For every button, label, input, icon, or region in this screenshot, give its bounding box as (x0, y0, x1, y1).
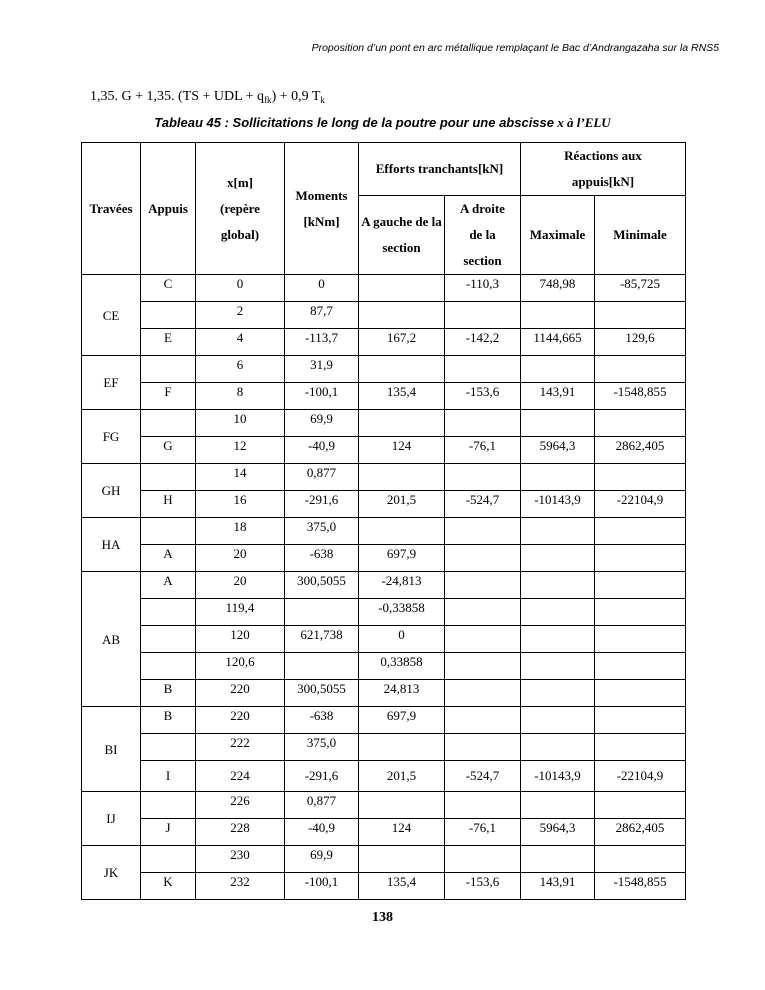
table-caption (0, 115, 765, 131)
cell-travee: IJ (82, 792, 141, 846)
cell-appui: I (141, 761, 196, 792)
table-header (82, 143, 686, 275)
cell-droite (445, 734, 521, 761)
cell-droite (445, 707, 521, 734)
cell-moment: 375,0 (285, 734, 359, 761)
cell-maximale: -10143,9 (521, 761, 595, 792)
table-row (82, 329, 686, 356)
cell-appui: B (141, 680, 196, 707)
cell-appui: B (141, 707, 196, 734)
table-row (82, 873, 686, 900)
table-row (82, 734, 686, 761)
cell-moment: 31,9 (285, 356, 359, 383)
cell-maximale: 143,91 (521, 873, 595, 900)
cell-minimale (595, 734, 686, 761)
table-row (82, 545, 686, 572)
cell-droite (445, 545, 521, 572)
cell-gauche (359, 792, 445, 819)
cell-x: 228 (196, 819, 285, 846)
header-x: x[m] (repère global) (196, 143, 285, 275)
cell-travee: CE (82, 275, 141, 356)
cell-moment: -291,6 (285, 761, 359, 792)
table-row (82, 572, 686, 599)
header-travees: Travées (82, 143, 141, 275)
cell-droite (445, 410, 521, 437)
running-header: Proposition d’un pont en arc métallique remplaçant le Bac d’Andrangazaha sur la RNS5 (311, 42, 719, 54)
cell-gauche (359, 464, 445, 491)
table-row (82, 302, 686, 329)
cell-appui: C (141, 275, 196, 302)
cell-minimale: -1548,855 (595, 383, 686, 410)
cell-minimale (595, 302, 686, 329)
cell-maximale (521, 464, 595, 491)
cell-minimale: 129,6 (595, 329, 686, 356)
table-caption-main: Tableau 45 : Sollicitations le long de la poutre pour une abscisse (154, 115, 554, 130)
cell-gauche: 124 (359, 819, 445, 846)
table-row (82, 599, 686, 626)
cell-appui (141, 653, 196, 680)
cell-minimale (595, 464, 686, 491)
cell-minimale: -22104,9 (595, 491, 686, 518)
cell-moment: -40,9 (285, 819, 359, 846)
cell-moment: -638 (285, 545, 359, 572)
cell-x: 224 (196, 761, 285, 792)
cell-travee: JK (82, 846, 141, 900)
cell-droite (445, 680, 521, 707)
table-row (82, 464, 686, 491)
formula-part-2: ) + 0,9 T (271, 89, 321, 104)
cell-minimale (595, 626, 686, 653)
cell-appui (141, 626, 196, 653)
cell-moment: 69,9 (285, 846, 359, 873)
cell-droite (445, 599, 521, 626)
cell-gauche: 135,4 (359, 873, 445, 900)
cell-appui (141, 846, 196, 873)
table-row (82, 819, 686, 846)
cell-minimale: -85,725 (595, 275, 686, 302)
cell-gauche (359, 356, 445, 383)
cell-maximale: -10143,9 (521, 491, 595, 518)
header-reactions: Réactions aux appuis[kN] (521, 143, 686, 196)
cell-gauche: -0,33858 (359, 599, 445, 626)
cell-minimale (595, 356, 686, 383)
cell-droite: -76,1 (445, 819, 521, 846)
header-minimale: Minimale (595, 196, 686, 275)
cell-droite (445, 626, 521, 653)
cell-minimale (595, 707, 686, 734)
cell-maximale (521, 653, 595, 680)
cell-moment: -100,1 (285, 873, 359, 900)
cell-droite: -142,2 (445, 329, 521, 356)
cell-appui: E (141, 329, 196, 356)
cell-gauche: 0 (359, 626, 445, 653)
cell-x: 2 (196, 302, 285, 329)
cell-x: 220 (196, 680, 285, 707)
cell-appui: J (141, 819, 196, 846)
cell-maximale (521, 707, 595, 734)
cell-gauche (359, 846, 445, 873)
cell-maximale: 5964,3 (521, 819, 595, 846)
cell-x: 4 (196, 329, 285, 356)
cell-moment: 69,9 (285, 410, 359, 437)
cell-droite: -524,7 (445, 491, 521, 518)
header-droite: A droite de la section (445, 196, 521, 275)
cell-appui (141, 464, 196, 491)
table-row (82, 707, 686, 734)
table-body (82, 275, 686, 900)
cell-appui (141, 410, 196, 437)
cell-maximale (521, 545, 595, 572)
cell-x: 14 (196, 464, 285, 491)
cell-x: 119,4 (196, 599, 285, 626)
cell-x: 230 (196, 846, 285, 873)
cell-moment: 621,738 (285, 626, 359, 653)
table-row (82, 846, 686, 873)
cell-x: 10 (196, 410, 285, 437)
cell-gauche: 124 (359, 437, 445, 464)
cell-x: 16 (196, 491, 285, 518)
cell-minimale (595, 518, 686, 545)
cell-appui: A (141, 572, 196, 599)
cell-maximale (521, 792, 595, 819)
cell-minimale (595, 680, 686, 707)
cell-appui (141, 356, 196, 383)
cell-maximale (521, 599, 595, 626)
cell-appui: A (141, 545, 196, 572)
cell-travee: GH (82, 464, 141, 518)
header-maximale: Maximale (521, 196, 595, 275)
cell-appui: F (141, 383, 196, 410)
cell-x: 12 (196, 437, 285, 464)
table-caption-tail: x à l’ELU (554, 115, 611, 130)
cell-gauche (359, 302, 445, 329)
cell-travee: HA (82, 518, 141, 572)
cell-x: 20 (196, 545, 285, 572)
cell-appui (141, 734, 196, 761)
cell-moment: 375,0 (285, 518, 359, 545)
cell-travee: EF (82, 356, 141, 410)
cell-x: 8 (196, 383, 285, 410)
cell-minimale (595, 410, 686, 437)
cell-maximale: 748,98 (521, 275, 595, 302)
cell-appui: H (141, 491, 196, 518)
cell-droite (445, 846, 521, 873)
cell-droite: -76,1 (445, 437, 521, 464)
header-appuis: Appuis (141, 143, 196, 275)
table-row (82, 275, 686, 302)
cell-droite: -153,6 (445, 383, 521, 410)
cell-x: 232 (196, 873, 285, 900)
cell-moment: 87,7 (285, 302, 359, 329)
cell-maximale (521, 518, 595, 545)
cell-moment (285, 599, 359, 626)
header-gauche: A gauche de la section (359, 196, 445, 275)
cell-maximale: 5964,3 (521, 437, 595, 464)
cell-minimale (595, 599, 686, 626)
table-row (82, 626, 686, 653)
page-number: 138 (372, 910, 393, 925)
cell-x: 6 (196, 356, 285, 383)
cell-maximale (521, 356, 595, 383)
cell-gauche: 0,33858 (359, 653, 445, 680)
table-row (82, 680, 686, 707)
load-combination-formula (90, 89, 325, 105)
cell-moment (285, 653, 359, 680)
cell-moment: 0,877 (285, 464, 359, 491)
cell-x: 226 (196, 792, 285, 819)
cell-appui (141, 599, 196, 626)
cell-moment: -100,1 (285, 383, 359, 410)
cell-minimale (595, 545, 686, 572)
cell-minimale: -22104,9 (595, 761, 686, 792)
cell-maximale (521, 846, 595, 873)
cell-gauche: 697,9 (359, 545, 445, 572)
cell-moment: 300,5055 (285, 572, 359, 599)
cell-minimale: 2862,405 (595, 437, 686, 464)
cell-droite: -110,3 (445, 275, 521, 302)
cell-appui (141, 792, 196, 819)
cell-appui (141, 518, 196, 545)
cell-minimale (595, 572, 686, 599)
cell-gauche: 201,5 (359, 761, 445, 792)
header-moments: Moments [kNm] (285, 143, 359, 275)
cell-x: 0 (196, 275, 285, 302)
cell-droite (445, 572, 521, 599)
cell-travee: AB (82, 572, 141, 707)
cell-gauche: -24,813 (359, 572, 445, 599)
cell-travee: FG (82, 410, 141, 464)
cell-droite (445, 464, 521, 491)
cell-maximale (521, 410, 595, 437)
cell-droite (445, 653, 521, 680)
formula-subscript-2: k (320, 95, 325, 105)
cell-moment: -291,6 (285, 491, 359, 518)
cell-x: 18 (196, 518, 285, 545)
cell-appui: K (141, 873, 196, 900)
cell-gauche: 201,5 (359, 491, 445, 518)
cell-minimale: -1548,855 (595, 873, 686, 900)
cell-maximale (521, 734, 595, 761)
cell-x: 222 (196, 734, 285, 761)
cell-maximale (521, 680, 595, 707)
cell-gauche (359, 410, 445, 437)
cell-droite (445, 518, 521, 545)
table-row (82, 792, 686, 819)
table-row (82, 491, 686, 518)
cell-maximale (521, 302, 595, 329)
table-row (82, 437, 686, 464)
cell-maximale (521, 572, 595, 599)
cell-moment: 300,5055 (285, 680, 359, 707)
cell-x: 20 (196, 572, 285, 599)
cell-gauche (359, 734, 445, 761)
cell-gauche (359, 275, 445, 302)
table-row (82, 653, 686, 680)
cell-minimale (595, 792, 686, 819)
cell-minimale (595, 846, 686, 873)
cell-droite (445, 302, 521, 329)
table-row (82, 518, 686, 545)
table-row (82, 383, 686, 410)
cell-minimale (595, 653, 686, 680)
cell-droite: -524,7 (445, 761, 521, 792)
cell-moment: -113,7 (285, 329, 359, 356)
header-efforts-tranchants: Efforts tranchants[kN] (359, 143, 521, 196)
cell-maximale: 1144,665 (521, 329, 595, 356)
cell-moment: -40,9 (285, 437, 359, 464)
table-row (82, 356, 686, 383)
cell-gauche: 24,813 (359, 680, 445, 707)
cell-moment: 0,877 (285, 792, 359, 819)
sollicitations-table (81, 142, 686, 900)
cell-appui (141, 302, 196, 329)
cell-maximale: 143,91 (521, 383, 595, 410)
cell-gauche: 697,9 (359, 707, 445, 734)
cell-gauche (359, 518, 445, 545)
cell-droite: -153,6 (445, 873, 521, 900)
cell-gauche: 167,2 (359, 329, 445, 356)
cell-droite (445, 792, 521, 819)
cell-maximale (521, 626, 595, 653)
cell-appui: G (141, 437, 196, 464)
cell-x: 220 (196, 707, 285, 734)
cell-moment: -638 (285, 707, 359, 734)
cell-moment: 0 (285, 275, 359, 302)
cell-gauche: 135,4 (359, 383, 445, 410)
cell-droite (445, 356, 521, 383)
cell-minimale: 2862,405 (595, 819, 686, 846)
table-row (82, 410, 686, 437)
cell-travee: BI (82, 707, 141, 792)
formula-part-1: 1,35. G + 1,35. (TS + UDL + q (90, 89, 265, 104)
table-row (82, 761, 686, 792)
cell-x: 120,6 (196, 653, 285, 680)
cell-x: 120 (196, 626, 285, 653)
formula-subscript-1: fk (264, 95, 272, 105)
